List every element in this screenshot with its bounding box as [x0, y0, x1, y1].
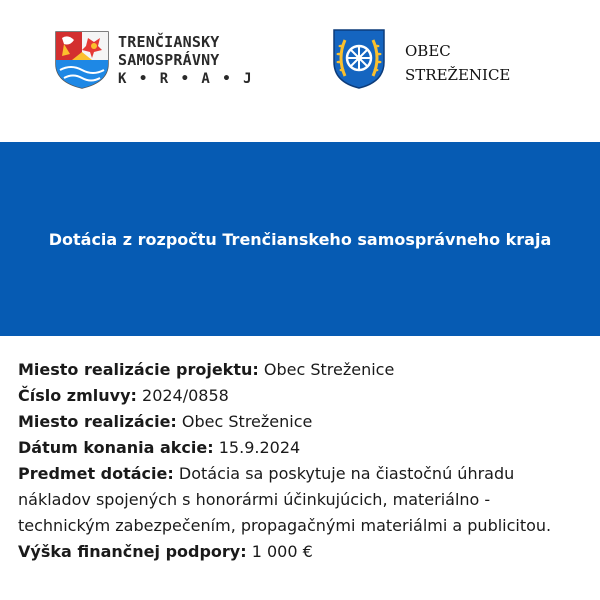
- detail-value: Dotácia sa poskytuje na čiastočnú úhradu nákladov spojených s honorármi účinkujúcich, materiálno - technickým zabezpečením, propagačnými materiálmi a publicitou.: [18, 464, 552, 535]
- detail-label: Miesto realizácie:: [18, 412, 177, 431]
- banner-title: Dotácia z rozpočtu Trenčianskeho samosprávneho kraja: [48, 229, 552, 249]
- strezenice-coat-of-arms-icon: [331, 28, 387, 90]
- detail-value: Obec Streženice: [263, 360, 395, 379]
- detail-label: Predmet dotácie:: [18, 464, 174, 483]
- detail-row-subsidy-subject: [18, 461, 584, 539]
- detail-row-event-date: [18, 435, 584, 461]
- detail-label: Dátum konania akcie:: [18, 438, 214, 457]
- trenciansky-kraj-coat-of-arms-icon: [54, 30, 110, 90]
- detail-value: 2024/0858: [142, 386, 229, 405]
- tsk-wordmark-line3: K • R • A • J: [118, 71, 254, 87]
- detail-row-contract-number: [18, 383, 584, 409]
- detail-value: 1 000 €: [251, 542, 313, 561]
- detail-row-project-location: [18, 357, 584, 383]
- detail-row-funding-amount: [18, 539, 584, 565]
- tsk-wordmark: [118, 33, 254, 89]
- obec-wordmark-line1: OBEC: [405, 42, 451, 60]
- detail-value: Obec Streženice: [181, 412, 313, 431]
- tsk-wordmark-line2: SAMOSPRÁVNY: [118, 51, 220, 69]
- header: [0, 0, 600, 142]
- detail-row-location: [18, 409, 584, 435]
- detail-label: Číslo zmluvy:: [18, 386, 137, 405]
- detail-label: Miesto realizácie projektu:: [18, 360, 259, 379]
- title-banner: [0, 142, 600, 336]
- tsk-wordmark-line1: TRENČIANSKY: [118, 33, 220, 51]
- obec-wordmark-line2: STREŽENICE: [405, 66, 511, 84]
- detail-label: Výška finančnej podpory:: [18, 542, 247, 561]
- detail-value: 15.9.2024: [218, 438, 301, 457]
- project-details: [18, 357, 584, 565]
- obec-wordmark: [405, 39, 510, 87]
